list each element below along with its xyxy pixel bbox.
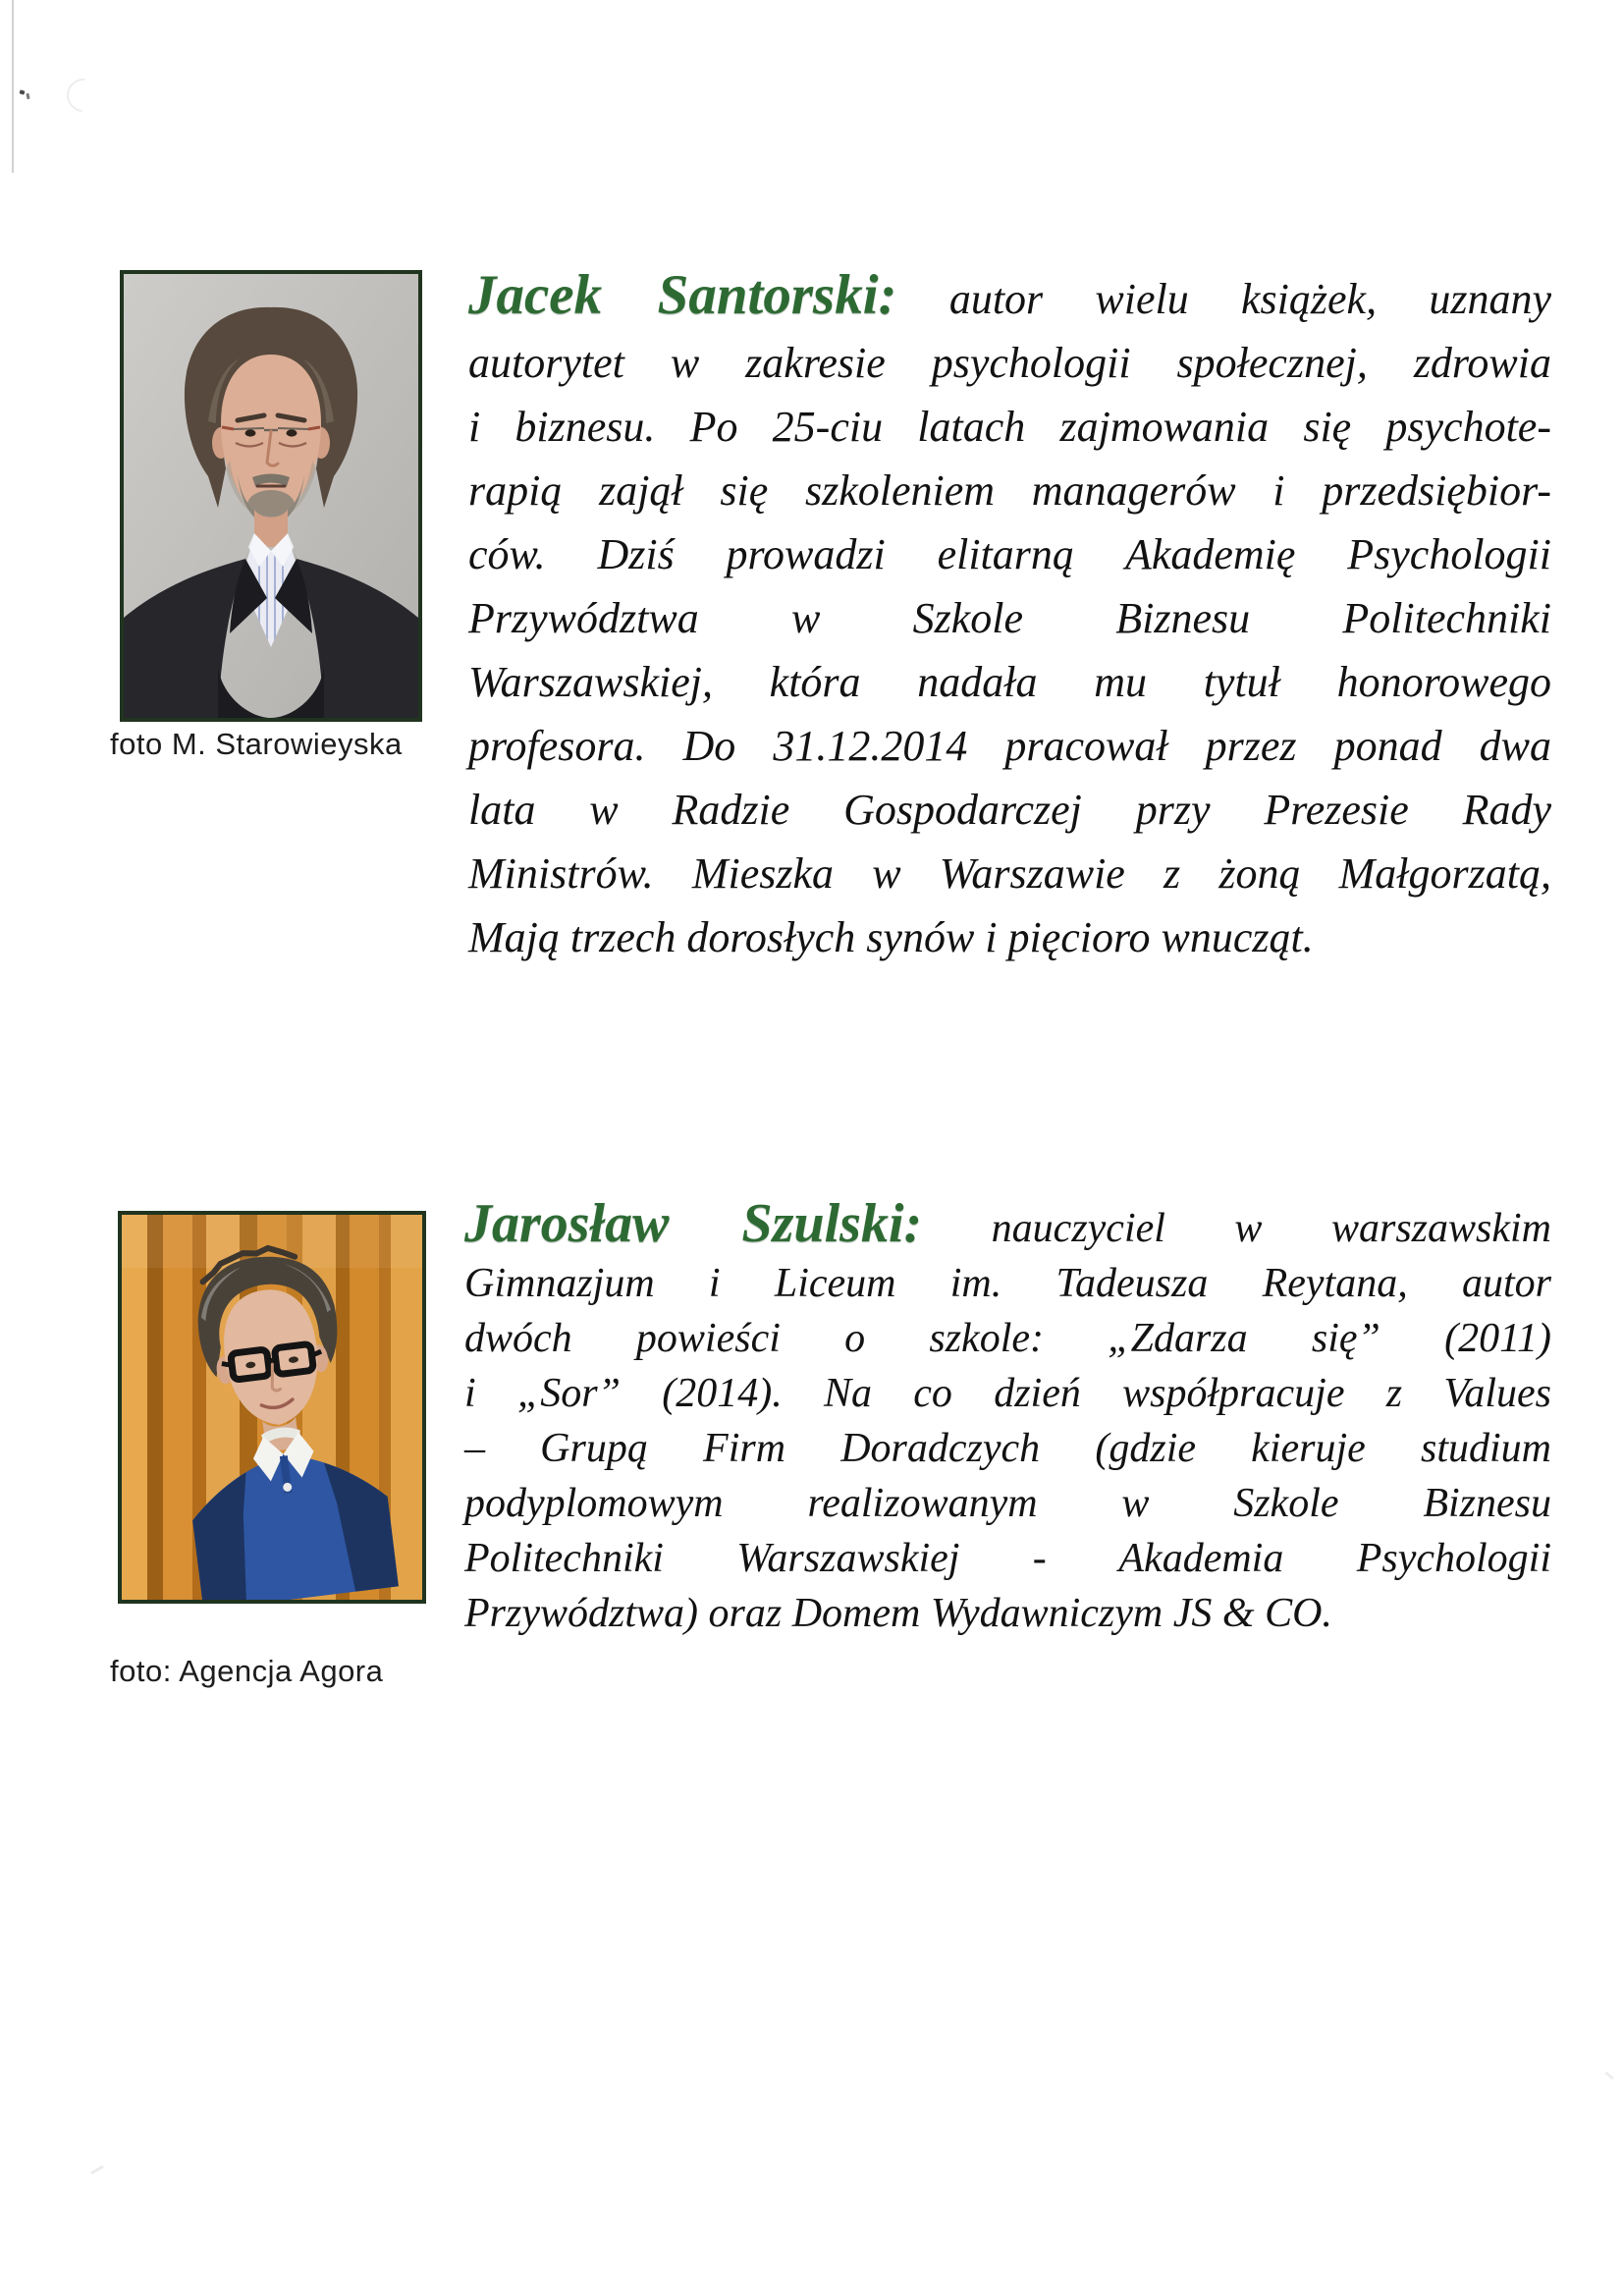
photo-credit-szulski: foto: Agencja Agora: [110, 1654, 384, 1688]
bio-paragraph-santorski: [468, 263, 1551, 969]
bio-heading-szulski: Jarosław Szulski:: [464, 1193, 923, 1254]
bio-line: Politechniki Warszawskiej - Akademia Psychologii: [464, 1536, 1551, 1581]
bio-line: [468, 263, 1551, 331]
bio-line: dwóch powieści o szkole: „Zdarza się” (2011): [464, 1316, 1551, 1361]
bio-line: Warszawskiej, która nadała mu tytuł honorowego: [468, 658, 1551, 706]
bio-line: – Grupą Firm Doradczych (gdzie kieruje studium: [464, 1426, 1551, 1471]
portrait-santorski-illustration: [124, 274, 418, 718]
bio-line-text: nauczyciel w warszawskim: [991, 1206, 1552, 1251]
bio-line: i biznesu. Po 25-ciu latach zajmowania się psychote-: [468, 403, 1551, 451]
bio-line: podyplomowym realizowanym w Szkole Biznesu: [464, 1481, 1551, 1526]
bio-paragraph-szulski: [464, 1193, 1552, 1641]
bio-line: [464, 1193, 1552, 1256]
scan-artifact-speck: [90, 2165, 104, 2175]
bio-line: Przywództwa) oraz Domem Wydawniczym JS & CO.: [464, 1591, 1332, 1636]
bio-line: ców. Dziś prowadzi elitarną Akademię Psychologii: [468, 530, 1551, 578]
scan-artifact-speck: [26, 93, 29, 99]
bio-line: Gimnazjum i Liceum im. Tadeusza Reytana, autor: [464, 1261, 1551, 1306]
bio-line: lata w Radzie Gospodarczej przy Prezesie Rady: [468, 786, 1551, 834]
photo-credit-santorski: foto M. Starowieyska: [110, 727, 403, 761]
scan-artifact-faint-ring: [60, 72, 107, 119]
bio-line: i „Sor” (2014). Na co dzień współpracuje z Values: [464, 1371, 1551, 1416]
bio-line: rapią zajął się szkoleniem managerów i przedsiębior-: [468, 466, 1551, 515]
scan-artifact-speck: [1604, 2071, 1614, 2080]
bio-line: Ministrów. Mieszka w Warszawie z żoną Małgorzatą,: [468, 849, 1551, 898]
bio-line-text: autor wielu książek, uznany: [948, 275, 1551, 323]
scan-artifact-vertical-line: [12, 0, 14, 173]
portrait-szulski-illustration: [122, 1215, 422, 1600]
bio-line: Przywództwa w Szkole Biznesu Politechniki: [468, 594, 1551, 642]
bio-heading-santorski: Jacek Santorski:: [468, 264, 897, 326]
bio-line: autorytet w zakresie psychologii społecznej, zdrowia: [468, 339, 1551, 387]
bio-line: Mają trzech dorosłych synów i pięcioro wnucząt.: [468, 913, 1314, 961]
portrait-photo-szulski: [118, 1211, 426, 1604]
portrait-photo-santorski: [120, 270, 422, 722]
scan-artifact-speck: [20, 89, 26, 94]
bio-line: profesora. Do 31.12.2014 pracował przez ponad dwa: [468, 722, 1551, 770]
